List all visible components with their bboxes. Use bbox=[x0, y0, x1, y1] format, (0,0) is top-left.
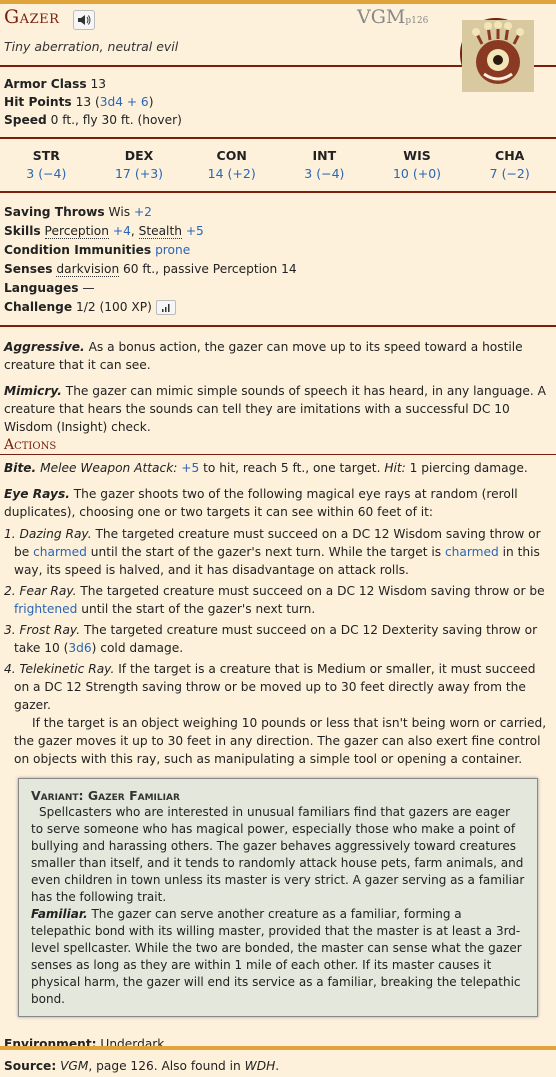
source-end: . bbox=[275, 1059, 280, 1073]
ability-roll-link[interactable]: 17 (+3) bbox=[114, 166, 164, 181]
ability-roll-link[interactable]: 10 (+0) bbox=[392, 166, 442, 181]
source-book: VGM bbox=[357, 6, 406, 28]
ability-label: CON bbox=[216, 148, 247, 163]
skills-label: Skills bbox=[4, 224, 41, 238]
saves-roll-link[interactable]: +2 bbox=[133, 205, 152, 219]
skill-stealth-roll[interactable]: +5 bbox=[185, 224, 204, 238]
senses-rest: 60 ft., passive Perception 14 bbox=[123, 262, 297, 276]
ray-text: in this way, its speed is halved, and it has disadvantage on attack rolls. bbox=[14, 545, 540, 577]
charmed-link[interactable]: charmed bbox=[33, 545, 87, 559]
ability-label: CHA bbox=[495, 148, 525, 163]
creature-type: Tiny aberration, neutral evil bbox=[4, 39, 179, 54]
lang-label: Languages bbox=[4, 281, 79, 295]
ray-name: Frost Ray. bbox=[19, 623, 81, 637]
ray-number: 1. bbox=[4, 527, 16, 541]
source-mid: , page 126. Also found in bbox=[88, 1059, 241, 1073]
ability-roll-link[interactable]: 7 (−2) bbox=[489, 166, 530, 181]
ray-text: until the start of the gazer's next turn. While the target is bbox=[90, 545, 442, 559]
ability-label: STR bbox=[32, 148, 60, 163]
ability-label: WIS bbox=[403, 148, 431, 163]
variant-title: Variant: Gazer Familiar bbox=[31, 788, 180, 803]
saves-prefix: Wis bbox=[108, 205, 131, 219]
ray-text: If the target is a creature that is Medium or smaller, it must succeed on a DC 12 Strength saving throw or be moved up to 30 feet directly away from the gazer. bbox=[14, 662, 536, 712]
saves-label: Saving Throws bbox=[4, 205, 105, 219]
ray-name: Telekinetic Ray. bbox=[19, 662, 115, 676]
familiar-text: The gazer can serve another creature as a familiar, forming a telepathic bond with its willing master, provided that the master is at least a 3rd-level spellcaster. While the two are bonded, the master can sense what the gazer senses as long as they are within 1 mile of each other. If its master causes it physical harm, the gazer will end its service as a familiar, breaking the telepathic bond. bbox=[31, 907, 522, 1006]
ability-roll-link[interactable]: 3 (−4) bbox=[26, 166, 67, 181]
darkvision-link[interactable]: darkvision bbox=[56, 262, 120, 276]
ac-value: 13 bbox=[90, 77, 107, 91]
ray-text: If the target is an object weighing 10 pounds or less that isn't being worn or carried, the gazer moves it up to 30 feet in any direction. The gazer can also exert fine control on objects with this ray, such as manipulating a simple tool or opening a container. bbox=[14, 716, 547, 766]
source-other: WDH bbox=[244, 1059, 276, 1073]
ray-text: The targeted creature must succeed on a DC 12 Wisdom saving throw or be bbox=[14, 527, 541, 559]
hit-points-row: Hit Points 13 (3d4 + 6) bbox=[4, 95, 154, 109]
attack-roll-link[interactable]: +5 bbox=[181, 461, 200, 475]
actions-heading: Actions bbox=[4, 437, 57, 453]
lang-value: — bbox=[82, 281, 95, 295]
hit-label: Hit: bbox=[384, 461, 406, 475]
speed-value: 0 ft., fly 30 ft. (hover) bbox=[50, 113, 182, 127]
trait-name: Mimicry. bbox=[4, 384, 62, 398]
trait-text: The gazer can mimic simple sounds of speech it has heard, in any language. A creature that hears the sounds can tell they are imitations with a successful DC 10 Wisdom (Insight) check. bbox=[4, 384, 546, 434]
damage-roll-link[interactable]: 3d6 bbox=[68, 641, 92, 655]
ray-text: The targeted creature must succeed on a DC 12 Wisdom saving throw or be bbox=[80, 584, 545, 598]
chal-value: 1/2 (100 XP) bbox=[76, 300, 152, 314]
speaker-icon[interactable] bbox=[73, 10, 95, 30]
attack-type: Melee Weapon Attack: bbox=[40, 461, 178, 475]
bar-chart-icon[interactable] bbox=[156, 300, 176, 315]
familiar-name: Familiar. bbox=[31, 907, 88, 921]
source-tag[interactable] bbox=[357, 8, 428, 30]
env-label: Environment: bbox=[4, 1037, 97, 1051]
skills-row: Skills Perception +4, Stealth +5 bbox=[4, 224, 204, 238]
ray-name: Dazing Ray. bbox=[19, 527, 92, 541]
ray-number: 4. bbox=[4, 662, 16, 676]
frightened-link[interactable]: frightened bbox=[14, 602, 78, 616]
source-book: VGM bbox=[60, 1059, 89, 1073]
source-row bbox=[4, 1055, 552, 1077]
source-page: p126 bbox=[405, 16, 429, 26]
hit-text: 1 piercing damage. bbox=[409, 461, 528, 475]
chal-label: Challenge bbox=[4, 300, 73, 314]
ability-label: DEX bbox=[124, 148, 154, 163]
hp-dice-link[interactable]: 3d4 + 6 bbox=[99, 95, 149, 109]
hp-value: 13 bbox=[75, 95, 92, 109]
source-label: Source: bbox=[4, 1059, 57, 1073]
ability-roll-link[interactable]: 14 (+2) bbox=[207, 166, 256, 181]
creature-portrait[interactable] bbox=[460, 18, 532, 90]
variant-body: Spellcasters who are interested in unusual familiars find that gazers are eager to serve someone who has magical power, especially those who make a point of bullying and harassing others. The gazer behaves aggressively toward creatures smaller than itself, and it tends to randomly attack house pets, farm animals, and even children in town unless its master is very strict. A gazer serving as a familiar has the following trait. bbox=[31, 805, 525, 904]
ability-roll-link[interactable]: 3 (−4) bbox=[304, 166, 345, 181]
speed-label: Speed bbox=[4, 113, 47, 127]
ability-label: INT bbox=[312, 148, 337, 163]
ac-label: Armor Class bbox=[4, 77, 87, 91]
trait-name: Aggressive. bbox=[4, 340, 85, 354]
creature-name: Gazer bbox=[4, 6, 60, 28]
ray-name: Fear Ray. bbox=[19, 584, 77, 598]
hp-label: Hit Points bbox=[4, 95, 72, 109]
senses-label: Senses bbox=[4, 262, 53, 276]
action-name: Eye Rays. bbox=[4, 487, 70, 501]
skill-perception[interactable]: Perception bbox=[44, 224, 109, 238]
env-value: Underdark bbox=[100, 1037, 165, 1051]
attack-text: to hit, reach 5 ft., one target. bbox=[203, 461, 381, 475]
action-text: The gazer shoots two of the following magical eye rays at random (reroll duplicates), choosing one or two targets it can see within 60 feet of it: bbox=[4, 487, 518, 519]
charmed-link[interactable]: charmed bbox=[444, 545, 499, 559]
action-name: Bite. bbox=[4, 461, 37, 475]
skill-perception-roll[interactable]: +4 bbox=[112, 224, 131, 238]
cond-label: Condition Immunities bbox=[4, 243, 152, 257]
ray-text: The targeted creature must succeed on a DC 12 Dexterity saving throw or take 10 ( bbox=[14, 623, 538, 655]
ray-number: 3. bbox=[4, 623, 16, 637]
condition-prone-link[interactable]: prone bbox=[155, 243, 191, 257]
ray-text: ) cold damage. bbox=[91, 641, 184, 655]
trait-text: As a bonus action, the gazer can move up to its speed toward a hostile creature that it can see. bbox=[4, 340, 523, 372]
ray-number: 2. bbox=[4, 584, 16, 598]
ray-text: until the start of the gazer's next turn. bbox=[81, 602, 316, 616]
skill-stealth[interactable]: Stealth bbox=[138, 224, 182, 238]
